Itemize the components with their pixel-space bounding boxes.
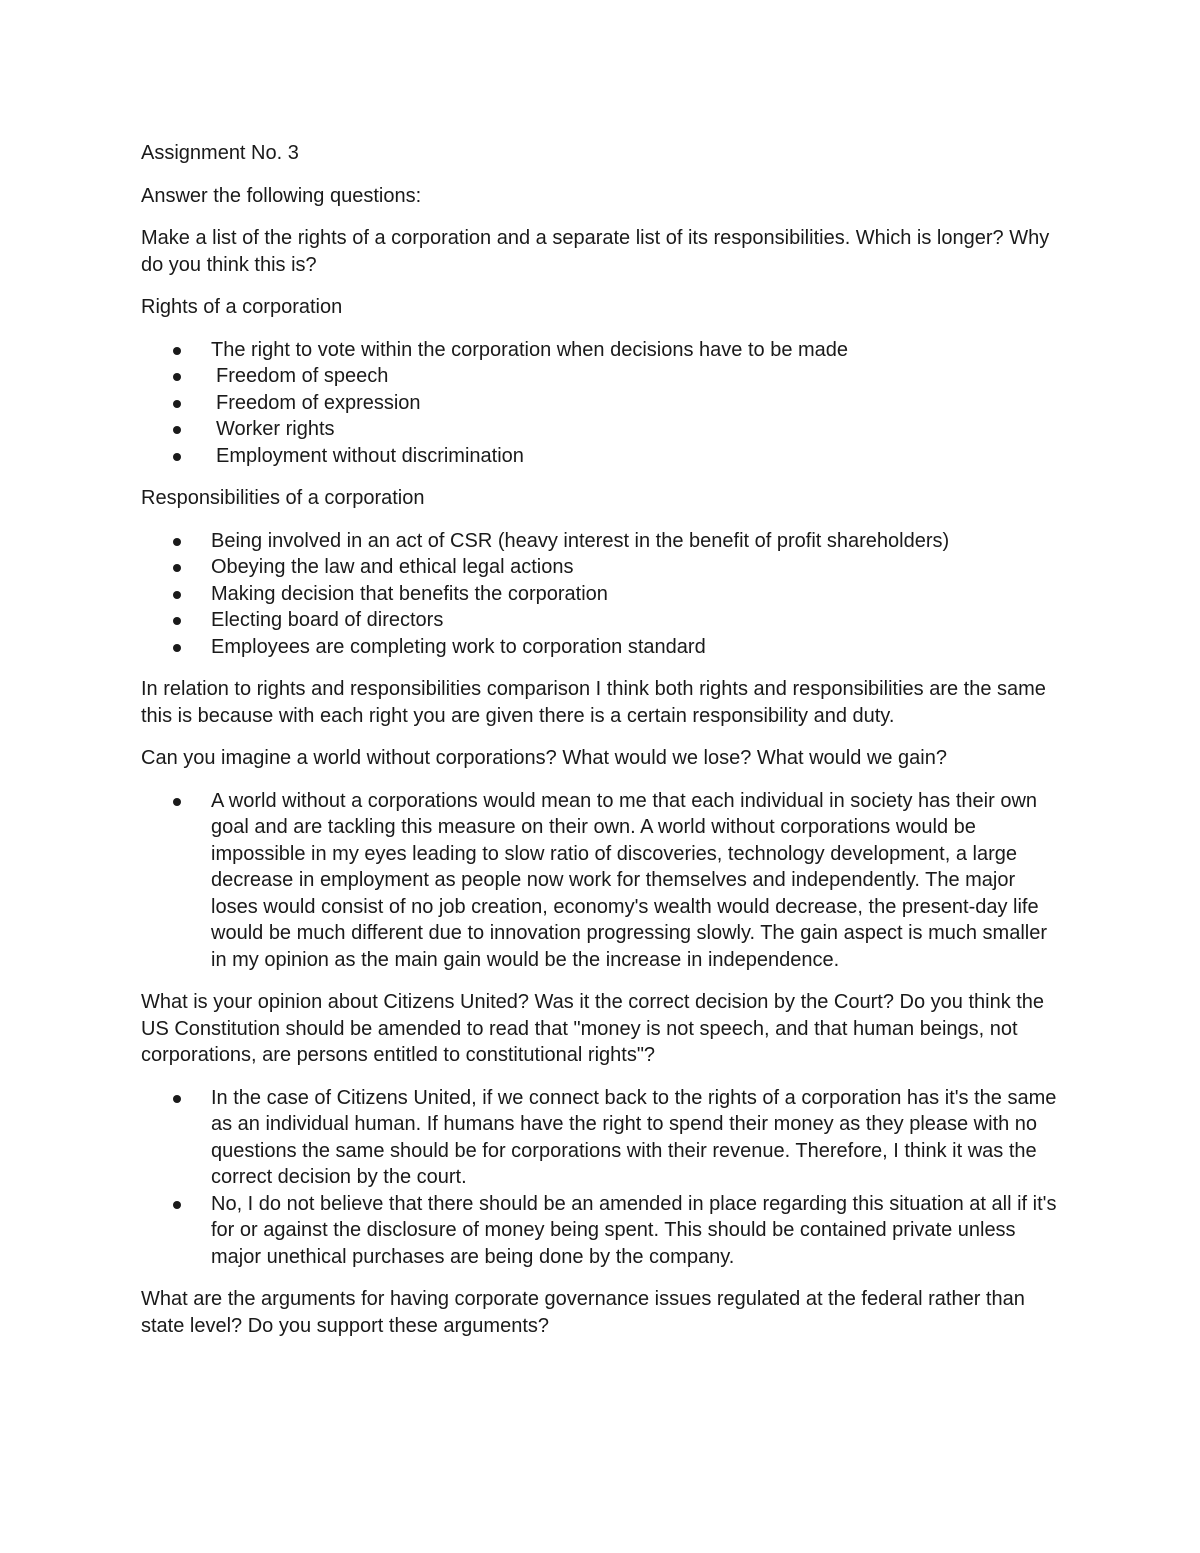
question-4: What are the arguments for having corporate governance issues regulated at the federal rather than state level? Do you support these arguments? bbox=[141, 1288, 1025, 1337]
document-title: Assignment No. 3 bbox=[141, 142, 299, 164]
question-2-answers bbox=[141, 788, 1066, 974]
list-item: Freedom of expression bbox=[141, 390, 1066, 417]
bullet-icon bbox=[173, 1095, 181, 1103]
bullet-icon bbox=[173, 453, 181, 461]
list-item: The right to vote within the corporation when decisions have to be made bbox=[141, 337, 1066, 364]
bullet-icon bbox=[173, 538, 181, 546]
list-item: A world without a corporations would mean to me that each individual in society has their own goal and are tackling this measure on their own. A world without corporations would be impossible in my eyes leading to slow ratio of discoveries, technology development, a large decrease in employment as people now work for themselves and independently. The major loses would consist of no job creation, economy's wealth would decrease, the present-day life would be much different due to innovation progressing slowly. The gain aspect is much smaller in my opinion as the main gain would be the increase in independence. bbox=[141, 788, 1066, 974]
list-item: Making decision that benefits the corporation bbox=[141, 581, 1066, 608]
list-item: Employees are completing work to corporation standard bbox=[141, 634, 1066, 661]
bullet-icon bbox=[173, 426, 181, 434]
rights-list bbox=[141, 337, 1066, 470]
bullet-icon bbox=[173, 617, 181, 625]
intro-text: Answer the following questions: bbox=[141, 184, 422, 207]
list-item: No, I do not believe that there should be an amended in place regarding this situation at all if it's for or against the disclosure of money being spent. This should be contained private unless major unethical purchases are being done by the company. bbox=[141, 1191, 1066, 1271]
comparison-paragraph: In relation to rights and responsibilities comparison I think both rights and responsibilities are the same this is because with each right you are given there is a certain responsibility and duty. bbox=[141, 678, 1046, 727]
rights-heading: Rights of a corporation bbox=[141, 296, 343, 318]
list-item: Being involved in an act of CSR (heavy interest in the benefit of profit shareholders) bbox=[141, 528, 1066, 555]
question-3-answers bbox=[141, 1085, 1066, 1271]
bullet-icon bbox=[173, 373, 181, 381]
bullet-icon bbox=[173, 644, 181, 652]
list-item: Freedom of speech bbox=[141, 363, 1066, 390]
list-item: Electing board of directors bbox=[141, 607, 1066, 634]
responsibilities-heading: Responsibilities of a corporation bbox=[141, 487, 425, 509]
question-2: Can you imagine a world without corporations? What would we lose? What would we gain? bbox=[141, 747, 947, 769]
question-3: What is your opinion about Citizens United? Was it the correct decision by the Court? Do you think the US Constitution should be amended to read that "money is not speech, and that human beings, not corporations, are persons entitled to constitutional rights"? bbox=[141, 991, 1045, 1066]
list-item: Worker rights bbox=[141, 416, 1066, 443]
bullet-icon bbox=[173, 798, 181, 806]
document-page bbox=[141, 140, 1066, 1355]
list-item: Employment without discrimination bbox=[141, 443, 1066, 470]
list-item: Obeying the law and ethical legal actions bbox=[141, 554, 1066, 581]
question-1: Make a list of the rights of a corporation and a separate list of its responsibilities. Which is longer? Why do you think this is? bbox=[141, 227, 1050, 276]
list-item: In the case of Citizens United, if we connect back to the rights of a corporation has it's the same as an individual human. If humans have the right to spend their money as they please with no questions the same should be for corporations with their revenue. Therefore, I think it was the correct decision by the court. bbox=[141, 1085, 1066, 1191]
bullet-icon bbox=[173, 347, 181, 355]
bullet-icon bbox=[173, 591, 181, 599]
responsibilities-list bbox=[141, 528, 1066, 661]
bullet-icon bbox=[173, 1201, 181, 1209]
bullet-icon bbox=[173, 400, 181, 408]
bullet-icon bbox=[173, 564, 181, 572]
